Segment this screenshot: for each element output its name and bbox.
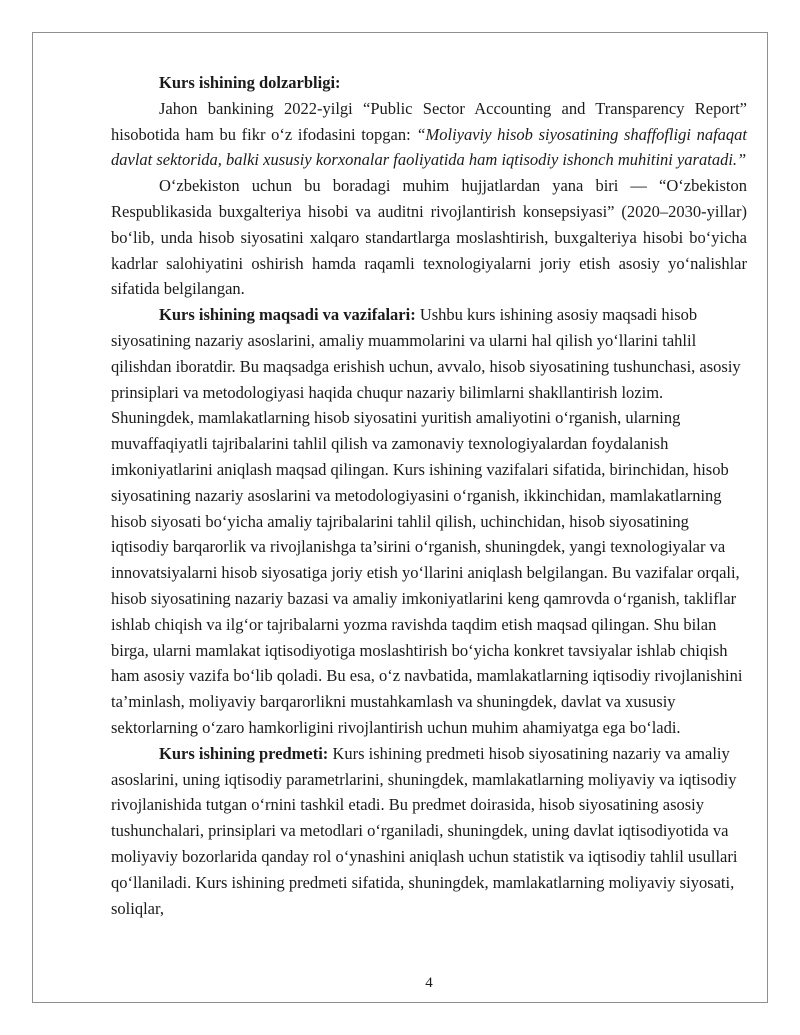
paragraph-maqsad-vazifalar xyxy=(111,302,747,741)
paragraph-jahon-normal-run: Jahon bankining 2022-yilgi “Public Sector Accounting and Transparency Report” hisobotida ham bu fikr o‘z ifodasini topgan: xyxy=(111,98,747,144)
paragraph-predmet-lead: Kurs ishining predmeti: xyxy=(159,743,329,763)
paragraph-ozbekiston-konsepsiya: O‘zbekiston uchun bu boradagi muhim hujjatlardan yana biri — “O‘zbekiston Respublikasida buxgalteriya hisobi va auditni rivojlantirish konsepsiyasi” (2020–2030-yillar) bo‘lib, unda hisob siyosatini xalqaro standartlarga moslashtirish, buxgalteriya hisobi bo‘yicha kadrlar salohiyatini oshirish hamda raqamli texnologiyalarni joriy etish asosiy yo‘nalishlar sifatida belgilangan. xyxy=(111,176,747,299)
page-content xyxy=(111,70,747,921)
paragraph-maqsad-lead: Kurs ishining maqsadi va vazifalari: xyxy=(159,305,416,325)
page-number: 4 xyxy=(425,975,433,991)
heading-dolzarbligi-text: Kurs ishining dolzarbligi: xyxy=(159,73,341,92)
paragraph-jahon-bank xyxy=(111,96,747,173)
paragraph-predmet-text: Kurs ishining predmeti hisob siyosatining nazariy va amaliy asoslarini, uning iqtisodiy parametrlarini, shuningdek, mamlakatlarning moliyaviy va iqtisodiy rivojlanishida tutgan o‘rnini tashkil etadi. Bu predmet doirasida, hisob siyosatining asosiy tushunchalari, prinsiplari va metodlari o‘rganiladi, shuningdek, uning davlat iqtisodiyotida va moliyaviy bozorlarida qanday rol o‘ynashini aniqlash uchun statistik va iqtisodiy tahlil usullari qo‘llaniladi. Kurs ishining predmeti sifatida, shuningdek, mamlakatlarning moliyaviy siyosati, soliqlar, xyxy=(111,743,738,918)
paragraph-predmet xyxy=(111,741,747,922)
document-page xyxy=(32,32,768,1003)
paragraph-maqsad-text: Ushbu kurs ishining asosiy maqsadi hisob siyosatining nazariy asoslarini, amaliy muammolarini va ularni hal qilish yo‘llarini tahlil qilishdan iboratdir. Bu maqsadga erishish uchun, avvalo, hisob siyosatining tushunchasi, asosiy prinsiplari va metodologiyasi haqida chuqur nazariy bilimlarni shakllantirish lozim. Shuningdek, mamlakatlarning hisob siyosatini yuritish amaliyotini o‘rganish, ularning muvaffaqiyatli tajribalarini tahlil qilish va zamonaviy texnologiyalardan foydalanish imkoniyatlarini aniqlash maqsad qilingan. Kurs ishining vazifalari sifatida, birinchidan, hisob siyosatining nazariy asoslarini va metodologiyasini o‘rganish, ikkinchidan, mamlakatlarning hisob siyosati bo‘yicha amaliy tajribalarini tahlil qilish, uchinchidan, hisob siyosatining iqtisodiy barqarorlik va rivojlanishga ta’sirini o‘rganish, shuningdek, yangi texnologiyalar va innovatsiyalarni hisob siyosatiga joriy etish yo‘llarini aniqlash belgilangan. Bu vazifalar orqali, hisob siyosatining nazariy bazasi va amaliy imkoniyatlarini keng qamrovda o‘rganish, takliflar ishlab chiqish va ilg‘or tajribalarni yozma ravishda taqdim etish maqsad qilingan. Shu bilan birga, ularni mamlakat iqtisodiyotiga moslashtirish bo‘yicha konkret tavsiyalar ishlab chiqish ham asosiy vazifa bo‘lib qoladi. Bu esa, o‘z navbatida, mamlakatlarning iqtisodiy rivojlanishini ta’minlash, moliyaviy barqarorlikni mustahkamlash va shuningdek, davlat va xususiy sektorlarning o‘zaro hamkorligini rivojlantirish uchun muhim ahamiyatga ega bo‘ladi. xyxy=(111,305,743,737)
heading-dolzarbligi xyxy=(111,70,747,96)
paragraph-jahon-italic-quote: “Moliyaviy hisob siyosatining shaffofligi nafaqat davlat sektorida, balki xususiy korxonalar faoliyatida ham iqtisodiy ishonch muhitini yaratadi.” xyxy=(111,124,747,170)
